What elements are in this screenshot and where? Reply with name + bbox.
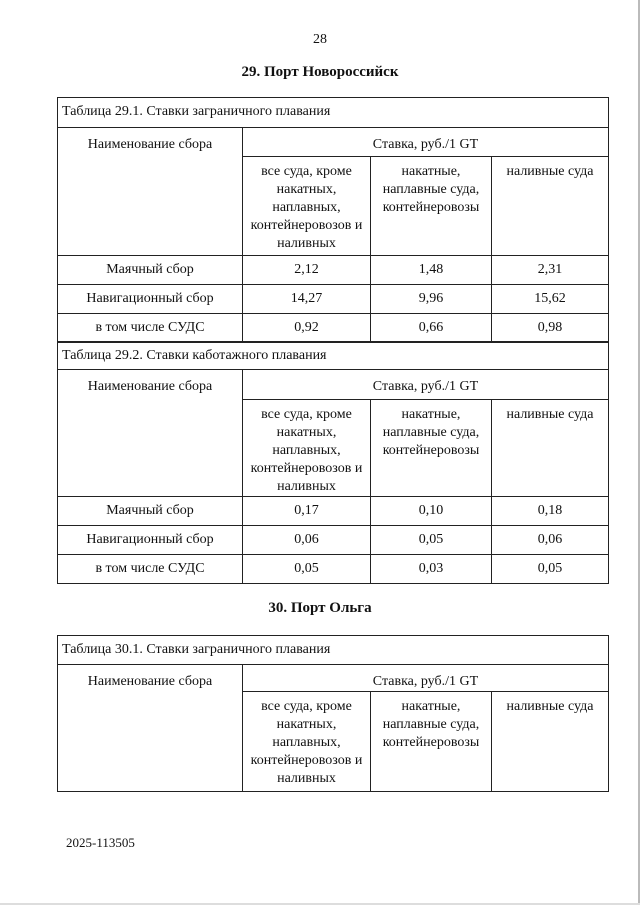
cell-value: 14,27 [243, 285, 371, 314]
cell-value: 0,92 [243, 314, 371, 343]
section-title-novorossiysk: 29. Порт Новороссийск [241, 64, 399, 80]
column-header-name: Наименование сбора [58, 370, 243, 497]
row-label: Навигационный сбор [58, 526, 243, 555]
cell-value: 2,31 [492, 256, 609, 285]
section-title-olga: 30. Порт Ольга [268, 600, 372, 616]
table-row [58, 497, 609, 526]
column-header-roro: накатные, наплавные суда, контейнеровозы [371, 692, 492, 792]
table-row [58, 256, 609, 285]
cell-value: 0,66 [371, 314, 492, 343]
row-label: в том числе СУДС [58, 314, 243, 343]
cell-value: 9,96 [371, 285, 492, 314]
cell-value: 0,17 [243, 497, 371, 526]
cell-value: 0,10 [371, 497, 492, 526]
row-label: Маячный сбор [58, 256, 243, 285]
column-header-rate: Ставка, руб./1 GT [243, 370, 609, 400]
page-number: 28 [313, 32, 327, 47]
column-header-roro: накатные, наплавные суда, контейнеровозы [371, 157, 492, 256]
column-header-name: Наименование сбора [58, 665, 243, 792]
table-row [58, 314, 609, 343]
column-header-all-vessels: все суда, кроме накатных, наплавных, контейнеровозов и наливных [243, 157, 371, 256]
cell-value: 0,03 [371, 555, 492, 584]
column-header-tanker: наливные суда [492, 692, 609, 792]
row-label: Навигационный сбор [58, 285, 243, 314]
column-header-all-vessels: все суда, кроме накатных, наплавных, контейнеровозов и наливных [243, 400, 371, 497]
cell-value: 0,18 [492, 497, 609, 526]
table-caption: Таблица 29.2. Ставки каботажного плавания [58, 342, 609, 370]
cell-value: 0,05 [371, 526, 492, 555]
table-row [58, 285, 609, 314]
table-row [58, 526, 609, 555]
table-29-2 [57, 341, 609, 584]
column-header-tanker: наливные суда [492, 400, 609, 497]
column-header-rate: Ставка, руб./1 GT [243, 128, 609, 157]
row-label: Маячный сбор [58, 497, 243, 526]
column-header-rate: Ставка, руб./1 GT [243, 665, 609, 692]
column-header-tanker: наливные суда [492, 157, 609, 256]
row-label: в том числе СУДС [58, 555, 243, 584]
cell-value: 2,12 [243, 256, 371, 285]
table-row [58, 555, 609, 584]
table-caption: Таблица 29.1. Ставки заграничного плавания [58, 98, 609, 128]
column-header-all-vessels: все суда, кроме накатных, наплавных, контейнеровозов и наливных [243, 692, 371, 792]
document-id: 2025-113505 [66, 835, 135, 850]
cell-value: 0,98 [492, 314, 609, 343]
column-header-roro: накатные, наплавные суда, контейнеровозы [371, 400, 492, 497]
cell-value: 0,05 [243, 555, 371, 584]
table-caption: Таблица 30.1. Ставки заграничного плавания [58, 636, 609, 665]
table-29-1 [57, 97, 609, 343]
cell-value: 0,05 [492, 555, 609, 584]
cell-value: 0,06 [243, 526, 371, 555]
cell-value: 1,48 [371, 256, 492, 285]
table-30-1 [57, 635, 609, 792]
column-header-name: Наименование сбора [58, 128, 243, 256]
cell-value: 15,62 [492, 285, 609, 314]
cell-value: 0,06 [492, 526, 609, 555]
